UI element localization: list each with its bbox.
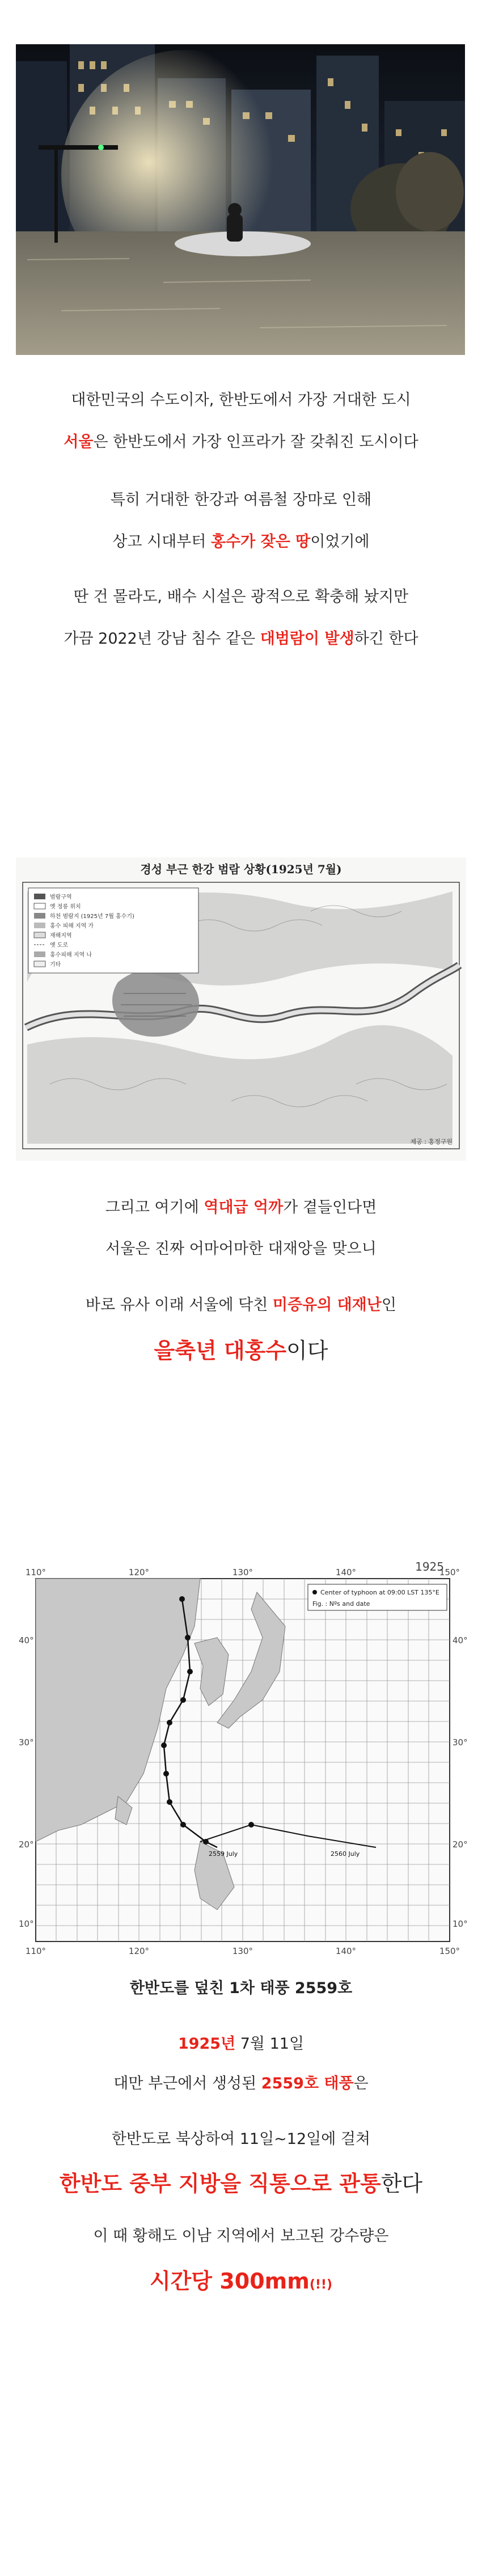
highlight-text: 미증유의 대재난: [272, 1296, 382, 1314]
s2-line: [0, 1336, 482, 1365]
body-text: 은 한반도에서 가장 인프라가 잘 갖춰진 도시이다: [93, 433, 418, 451]
highlight-text: 을축년 대홍수: [154, 1338, 287, 1363]
body-text: 가 곁들인다면: [283, 1199, 377, 1216]
map1-legend-item: 재해지역: [50, 933, 72, 939]
map1-legend-item: 옛 정릉 위치: [50, 904, 81, 910]
highlight-text: 서울: [64, 433, 94, 451]
s2-line: [0, 1196, 482, 1219]
body-text: 특히 거대한 한강과 여름철 장마로 인해: [110, 491, 372, 509]
map2-lat-label: 30°: [19, 1737, 34, 1748]
highlight-text: (!!): [309, 2278, 333, 2292]
body-text: 대만 부근에서 생성된: [113, 2075, 261, 2092]
body-text: 7월 11일: [235, 2035, 305, 2053]
map2-lon-label: 150°: [439, 1567, 460, 1577]
s1-line: [0, 489, 482, 511]
s2-line: [0, 1294, 482, 1317]
body-text: 은: [353, 2075, 369, 2092]
body-text: 한다: [380, 2171, 423, 2196]
map2-lon-label: 110°: [25, 1567, 46, 1577]
s3-line: [0, 2033, 482, 2055]
body-text: 인: [381, 1296, 396, 1314]
s2-line: [0, 1238, 482, 1260]
typhoon-caption: 한반도를 덮친 1차 태풍 2559호: [129, 1979, 353, 1997]
highlight-text: 2559호 태풍: [261, 2075, 354, 2092]
highlight-text: 홍수가 잦은 땅: [211, 533, 311, 551]
highlight-text: 대범람이 발생: [260, 630, 354, 648]
map2-legend-line1: Center of typhoon at 09:00 LST 135°E: [320, 1589, 439, 1596]
map2-lon-label: 130°: [232, 1567, 253, 1577]
body-text: 한반도로 북상하여 11일~12일에 걸쳐: [111, 2130, 371, 2148]
map2-lon-label: 140°: [335, 1946, 357, 1956]
highlight-text: 시간당 300mm: [149, 2269, 310, 2294]
map2-lon-label: 120°: [128, 1567, 150, 1577]
body-text: 딴 건 몰라도, 배수 시설은 광적으로 확충해 놨지만: [73, 588, 409, 606]
body-text: 이 때 황해도 이남 지역에서 보고된 강수량은: [93, 2227, 389, 2245]
map2-year: 1925: [415, 1560, 444, 1573]
map2-lon-label: 140°: [335, 1567, 357, 1577]
map1-legend-item: 범람구역: [50, 894, 72, 900]
map2-track-label-b: 2560 July: [331, 1850, 360, 1858]
map2-lon-label: 120°: [128, 1946, 150, 1956]
body-text: 이다: [286, 1338, 328, 1363]
s3-line: [0, 2169, 482, 2198]
map2-legend-line2: Fig. : Nºs and date: [312, 1600, 370, 1608]
s1-line: [0, 628, 482, 650]
s1-line: [0, 389, 482, 412]
s1-line: [0, 531, 482, 553]
map2-lon-label: 150°: [439, 1946, 460, 1956]
map1-legend-item: 홍수 피해 지역 가: [50, 923, 94, 929]
highlight-text: 1925년: [177, 2035, 236, 2053]
typhoon-track-map: [13, 1558, 468, 1968]
map2-lat-label: 40°: [19, 1635, 34, 1646]
body-text: 바로 유사 이래 서울에 닥친: [86, 1296, 273, 1314]
body-text: 그리고 여기에: [105, 1199, 204, 1216]
map2-track-label-a: 2559 July: [209, 1850, 238, 1858]
map2-lat-label: 10°: [453, 1919, 468, 1929]
body-text: 하긴 한다: [354, 630, 418, 648]
map1-title: 경성 부근 한강 범람 상황(1925년 7월): [140, 862, 342, 876]
map1-legend-item: 홍수피해 지역 나: [50, 952, 92, 958]
map1-legend-item: 옛 도로: [50, 942, 69, 949]
han-river-flood-map: [16, 857, 466, 1161]
s3-line: [0, 2128, 482, 2151]
flood-photo: [16, 44, 465, 355]
body-text: 대한민국의 수도이자, 한반도에서 가장 거대한 도시: [71, 391, 411, 409]
s1-line: [0, 586, 482, 608]
map1-source: 제공 : 홍정구원: [410, 1138, 453, 1145]
s1-line: [0, 431, 482, 454]
map2-lon-label: 110°: [25, 1946, 46, 1956]
body-text: 이었기에: [310, 533, 370, 551]
map2-lat-label: 40°: [453, 1635, 468, 1646]
s3-line: [0, 2267, 482, 2299]
map2-lat-label: 10°: [19, 1919, 34, 1929]
body-text: 상고 시대부터: [112, 533, 212, 551]
map2-lat-label: 30°: [453, 1737, 468, 1748]
highlight-text: 한반도 중부 지방을 직통으로 관통: [59, 2171, 381, 2196]
body-text: 서울은 진짜 어마어마한 대재앙을 맞으니: [105, 1240, 377, 1258]
map2-lon-label: 130°: [232, 1946, 253, 1956]
map1-legend-item: 하천 범람지 (1925년 7월 홍수기): [50, 913, 134, 920]
body-text: 가끔 2022년 강남 침수 같은: [64, 630, 260, 648]
map1-legend-item: 기타: [50, 962, 61, 968]
s3-line: [0, 2225, 482, 2248]
highlight-text: 역대급 억까: [204, 1199, 284, 1216]
map2-lat-label: 20°: [19, 1839, 34, 1850]
s3-line: [0, 2072, 482, 2095]
map2-lat-label: 20°: [453, 1839, 468, 1850]
